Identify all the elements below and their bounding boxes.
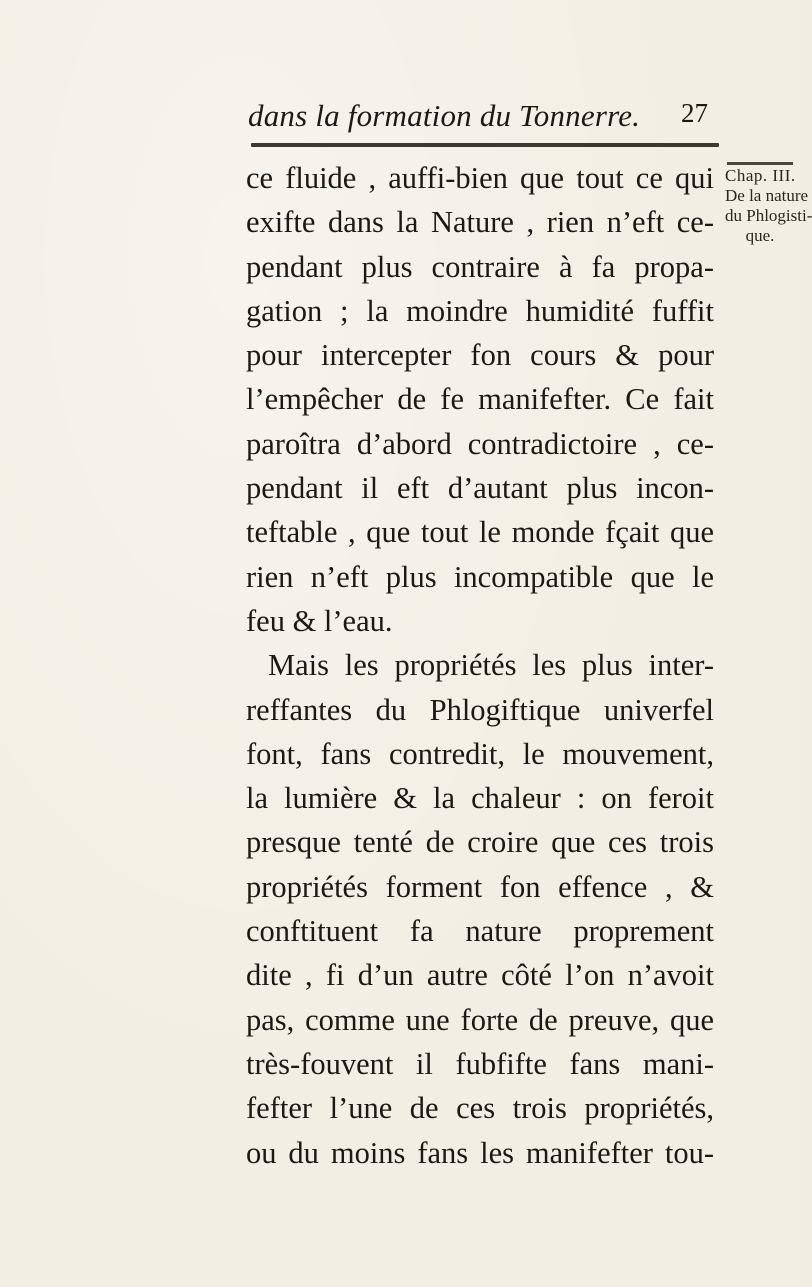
text-line: pas, comme une forte de preuve, que	[246, 1002, 714, 1037]
running-head-title: dans la formation du Tonnerre.	[248, 98, 641, 133]
text-line: l’empêcher de fe manifefter. Ce fait	[246, 382, 714, 417]
text-line: font, fans contredit, le mouvement,	[246, 736, 714, 771]
text-line: conftituent fa nature proprement	[246, 914, 714, 949]
text-line: très-fouvent il fubfifte fans mani-	[246, 1046, 714, 1081]
margin-note-rule	[727, 162, 793, 165]
margin-note-line: Chap. III.	[725, 166, 796, 185]
text-line: ce fluide , auffi-bien que tout ce qui	[246, 161, 714, 195]
text-line: dite , fi d’un autre côté l’on n’avoit	[246, 958, 714, 993]
body-text	[246, 156, 714, 1175]
text-line: pour intercepter fon cours & pour	[246, 338, 714, 373]
text-line: pendant plus contraire à fa propa-	[246, 249, 714, 284]
running-head	[248, 98, 708, 138]
margin-note	[725, 166, 812, 246]
text-line: feu & l’eau.	[246, 603, 393, 638]
page-number: 27	[681, 98, 708, 128]
margin-note-line: du Phlogisti-	[725, 206, 812, 225]
text-line: fefter l’une de ces trois propriétés,	[246, 1091, 714, 1126]
text-line: paroîtra d’abord contradictoire , ce-	[246, 426, 714, 461]
margin-note-line: De la nature	[725, 186, 809, 205]
text-line: reffantes du Phlogiftique univerfel	[246, 692, 714, 727]
text-line: ou du moins fans les manifefter tou-	[246, 1135, 714, 1170]
text-line: teftable , que tout le monde fçait que	[246, 515, 714, 550]
text-line: pendant il eft d’autant plus incon-	[246, 471, 714, 506]
header-rule	[251, 143, 719, 147]
text-line: rien n’eft plus incompatible que le	[246, 559, 714, 594]
text-line: propriétés forment fon effence , &	[246, 869, 714, 904]
text-line: exifte dans la Nature , rien n’eft ce-	[246, 205, 714, 240]
text-line: presque tenté de croire que ces trois	[246, 825, 714, 860]
text-line: gation ; la moindre humidité fuffit	[246, 293, 714, 328]
text-line: la lumière & la chaleur : on feroit	[246, 781, 714, 816]
text-line: Mais les propriétés les plus inter-	[268, 648, 714, 683]
margin-note-line: que.	[745, 226, 775, 245]
